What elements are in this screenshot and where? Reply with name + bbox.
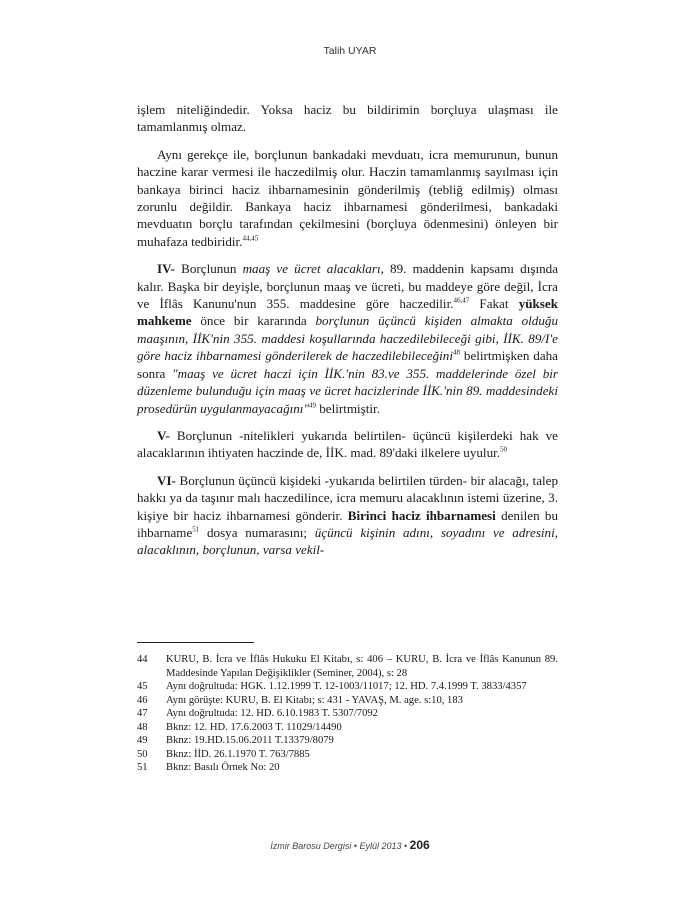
paragraph-1: işlem niteliğindedir. Yoksa haciz bu bildirimin borçluya ulaşması ile tamamlanmış olmaz. bbox=[137, 102, 558, 135]
italic-quote: "maaş ve ücret haczi için İİK.'nin 83.ve 355. maddelerinde özel bir düzenleme bulunduğu için maaş ve ücret hacizlerinde İİK.'nin 89. maddesindeki prosedürün uygulanmayacağını" bbox=[137, 365, 558, 416]
footnote-number: 49 bbox=[137, 735, 148, 746]
footnotes bbox=[137, 653, 558, 775]
footnote-number: 47 bbox=[137, 708, 148, 719]
footnote-51 bbox=[137, 761, 558, 775]
footnote-ref[interactable]: 50 bbox=[500, 445, 508, 454]
italic-quote: borçlunun üçüncü kişiden almakta olduğu maaşının, İİK'nin 355. maddesi koşullarında haczedilebileceği gibi, İİK. 89/I'e göre haciz ihbarnamesi gönderilerek de haczedilebileceğini bbox=[137, 313, 558, 364]
paragraph-3-text: belirtmiştir. bbox=[315, 400, 380, 416]
footnote-number: 45 bbox=[137, 681, 148, 692]
paragraph-5-text: Borçlunun üçüncü kişideki -yukarıda belirtilen türden- bir alacağı, talep hakkı ya da taşınır malı haczedilince, icra memuru alacaklının istemi üzerine, 3. kişiye bir haciz ihbarnamesi gönderir. bbox=[137, 472, 558, 523]
section-number: IV- bbox=[157, 261, 175, 277]
paragraph-2-text: Aynı gerekçe ile, borçlunun bankadaki mevduatı, icra memurunun, bunun haczine karar vermesi ile haczedilmiş olur. Haczin tamamlanmış sayılması için bankaya birinci haciz ihbarnamesinin gönderilmiş (tebliğ edilmiş) olması zorunlu değildir. Bankaya haciz ihbarnamesi gönderilmesi, bankadaki mevduatın borçlu tarafından çekilmesini (borçluya ödenmesini) önleyen bir muhafaza tedbiridir. bbox=[137, 146, 558, 249]
footer-separator: • bbox=[401, 841, 410, 851]
footnote-number: 51 bbox=[137, 762, 148, 773]
bold-term: yüksek mahkeme bbox=[137, 296, 558, 329]
footnote-50 bbox=[137, 748, 558, 762]
footnote-48 bbox=[137, 721, 558, 735]
footnote-ref[interactable]: 51 bbox=[192, 525, 200, 534]
paragraph-4 bbox=[137, 427, 558, 462]
footnote-text: Bknz: Basılı Örnek No: 20 bbox=[166, 762, 280, 773]
italic-term: maaş ve ücret alacakları bbox=[242, 261, 381, 277]
page-number: 206 bbox=[409, 838, 430, 852]
running-footer bbox=[0, 838, 700, 852]
footnote-number: 44 bbox=[137, 654, 148, 665]
footnote-number: 50 bbox=[137, 748, 148, 760]
paragraph-3 bbox=[137, 260, 558, 417]
footnote-number: 46 bbox=[137, 694, 148, 706]
paragraph-4-text: Borçlunun -nitelikleri yukarıda belirtilen- üçüncü kişilerdeki hak ve alacaklarının ihtiyaten haczinde de, İİK. mad. 89'daki ilkelere uyulur. bbox=[137, 427, 558, 461]
footnote-text: Bknz: 19.HD.15.06.2011 T.13379/8079 bbox=[166, 735, 334, 746]
italic-text: üçüncü kişinin adını, soyadını ve adresini, alacaklının, borçlunun, varsa vekil- bbox=[137, 524, 559, 558]
footnote-separator bbox=[137, 642, 254, 643]
footnote-text: Bknz: İİD. 26.1.1970 T. 763/7885 bbox=[166, 748, 310, 760]
footnote-ref[interactable]: 46,47 bbox=[453, 296, 470, 305]
paragraph-3-text: önce bir kararında bbox=[191, 313, 316, 329]
footnote-47 bbox=[137, 707, 558, 721]
paragraph-2 bbox=[137, 146, 558, 250]
footnote-ref[interactable]: 44,45 bbox=[242, 234, 259, 243]
paragraph-5-text: dosya numarasını; bbox=[199, 524, 315, 540]
footnote-44 bbox=[137, 653, 558, 680]
section-number: VI- bbox=[157, 472, 176, 488]
footnote-text: Aynı doğrultuda: 12. HD. 6.10.1983 T. 5307/7092 bbox=[166, 708, 378, 719]
footnote-46 bbox=[137, 694, 558, 708]
footnote-45 bbox=[137, 680, 558, 694]
footer-separator: • bbox=[351, 841, 360, 851]
paragraph-5 bbox=[137, 472, 558, 559]
footnote-text: Aynı doğrultuda: HGK. 1.12.1999 T. 12-1003/11017; 12. HD. 7.4.1999 T. 3833/4357 bbox=[166, 681, 527, 692]
paragraph-3-text: Borçlunun bbox=[174, 261, 243, 277]
footnote-ref[interactable]: 49 bbox=[308, 401, 316, 410]
running-header-author: Talih UYAR bbox=[323, 45, 377, 57]
body-text bbox=[137, 101, 558, 569]
footnote-49 bbox=[137, 734, 558, 748]
journal-name: İzmir Barosu Dergisi bbox=[270, 841, 352, 851]
paragraph-5-text: denilen bu ihbarname bbox=[137, 507, 558, 540]
footnote-ref[interactable]: 48 bbox=[453, 348, 460, 357]
bold-term: Birinci haciz ihbarnamesi bbox=[347, 507, 496, 523]
footnote-number: 48 bbox=[137, 721, 148, 733]
paragraph-3-text: Fakat bbox=[469, 296, 519, 312]
section-number: V- bbox=[157, 427, 170, 443]
paragraph-3-text: belirtmişken daha sonra bbox=[137, 348, 558, 381]
paragraph-3-text: , 89. maddenin kapsamı dışında kalır. Başka bir deyişle, borçlunun maaş ve ücreti, bu maddeye göre değil, İcra ve İflâs Kanunu'nun 355. maddesine göre haczedilir. bbox=[137, 261, 559, 312]
issue-date: Eylül 2013 bbox=[359, 841, 402, 851]
footnote-text: Bknz: 12. HD. 17.6.2003 T. 11029/14490 bbox=[166, 721, 342, 733]
footnote-text: KURU, B. İcra ve İflâs Hukuku El Kitabı, s: 406 – KURU, B. İcra ve İflâs Kanunun 89. Maddesinde Yapılan Değişiklikler (Seminer, 2004), s: 28 bbox=[166, 654, 558, 679]
footnote-text: Aynı görüşte: KURU, B. El Kitabı; s: 431 - YAVAŞ, M. age. s:10, 183 bbox=[166, 694, 463, 706]
